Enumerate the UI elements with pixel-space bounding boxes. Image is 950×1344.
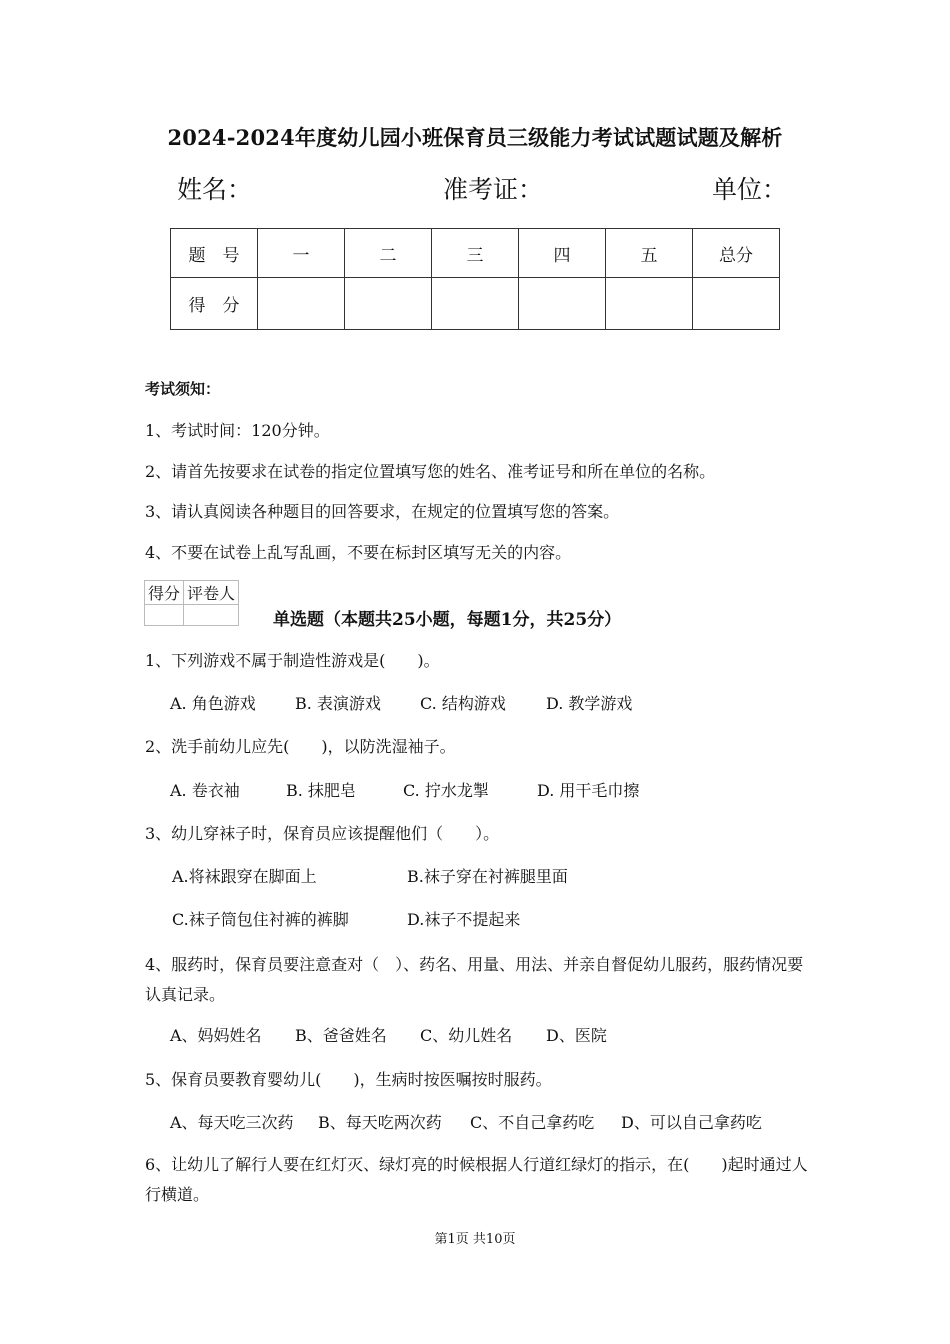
question-option[interactable]: D、可以自己拿药吃 <box>621 1113 762 1132</box>
question-option[interactable]: D.袜子不提起来 <box>407 910 521 929</box>
question-option[interactable]: C、幼儿姓名 <box>420 1026 513 1045</box>
unit-label: 单位： <box>712 175 788 204</box>
question-stem: 6、让幼儿了解行人要在红灯灭、绿灯亮的时候根据人行道红绿灯的指示，在( )起时通过人行横道。 <box>145 1155 808 1204</box>
notice-item: 2、请首先按要求在试卷的指定位置填写您的姓名、准考证号和所在单位的名称。 <box>145 462 716 481</box>
page-footer: 第1页 共10页 <box>434 1232 516 1247</box>
question-stem: 5、保育员要教育婴幼儿( )，生病时按医嘱按时服药。 <box>145 1070 552 1089</box>
score-cell: 总分 <box>693 229 780 278</box>
question-stem: 1、下列游戏不属于制造性游戏是( )。 <box>145 651 440 670</box>
question-option[interactable]: B、爸爸姓名 <box>295 1026 387 1045</box>
grader-score-cell[interactable] <box>145 605 184 626</box>
question-option[interactable]: A. 角色游戏 <box>170 694 256 713</box>
question-option[interactable]: C. 拧水龙掣 <box>403 781 489 800</box>
notice-title: 考试须知： <box>145 380 221 398</box>
section-title: 单选题（本题共25小题，每题1分，共25分） <box>273 610 622 630</box>
question-stem: 4、服药时，保育员要注意查对（ ）、药名、用量、用法、并亲自督促幼儿服药，服药情况要认真记录。 <box>145 955 804 1004</box>
question-option[interactable]: C. 结构游戏 <box>420 694 506 713</box>
grader-score-label: 得分 <box>145 581 184 605</box>
question-option[interactable]: A.将袜跟穿在脚面上 <box>172 867 317 886</box>
question-option[interactable]: D. 用干毛巾擦 <box>537 781 640 800</box>
score-cell: 五 <box>606 229 693 278</box>
score-input-cell[interactable] <box>258 278 345 330</box>
question-option[interactable]: A. 卷衣袖 <box>170 781 240 800</box>
name-label: 姓名： <box>177 175 253 204</box>
question-option[interactable]: C.袜子筒包住衬裤的裤脚 <box>172 910 349 929</box>
grader-box <box>144 580 239 626</box>
question-option[interactable]: B. 表演游戏 <box>295 694 381 713</box>
notice-item: 4、不要在试卷上乱写乱画，不要在标封区填写无关的内容。 <box>145 543 572 562</box>
page-title: 2024-2024年度幼儿园小班保育员三级能力考试试题试题及解析 <box>167 125 783 150</box>
notice-item: 3、请认真阅读各种题目的回答要求，在规定的位置填写您的答案。 <box>145 502 620 521</box>
question-option[interactable]: B、每天吃两次药 <box>318 1113 442 1132</box>
score-cell: 题 号 <box>171 229 258 278</box>
question-option[interactable]: B. 抹肥皂 <box>286 781 356 800</box>
score-input-cell[interactable] <box>432 278 519 330</box>
question-option[interactable]: C、不自己拿药吃 <box>470 1113 595 1132</box>
grader-name-cell[interactable] <box>184 605 239 626</box>
score-input-cell[interactable] <box>345 278 432 330</box>
score-input-cell[interactable] <box>519 278 606 330</box>
score-cell: 二 <box>345 229 432 278</box>
exam-id-label: 准考证： <box>443 175 544 204</box>
question-option[interactable]: A、每天吃三次药 <box>170 1113 294 1132</box>
question-stem: 3、幼儿穿袜子时，保育员应该提醒他们（ ）。 <box>145 824 500 843</box>
score-cell: 三 <box>432 229 519 278</box>
notice-item: 1、考试时间：120分钟。 <box>145 421 330 440</box>
score-input-cell[interactable] <box>693 278 780 330</box>
question-option[interactable]: B.袜子穿在衬裤腿里面 <box>407 867 568 886</box>
score-table-score-row <box>171 278 780 330</box>
question-option[interactable]: A、妈妈姓名 <box>170 1026 262 1045</box>
score-cell: 四 <box>519 229 606 278</box>
score-cell: 一 <box>258 229 345 278</box>
score-input-cell[interactable] <box>606 278 693 330</box>
score-row-label: 得 分 <box>171 278 258 330</box>
score-table-header-row <box>171 229 780 278</box>
question-option[interactable]: D. 教学游戏 <box>546 694 633 713</box>
question-option[interactable]: D、医院 <box>546 1026 607 1045</box>
question-stem: 2、洗手前幼儿应先( )，以防洗湿袖子。 <box>145 737 456 756</box>
score-table <box>170 228 780 330</box>
grader-name-label: 评卷人 <box>184 581 239 605</box>
